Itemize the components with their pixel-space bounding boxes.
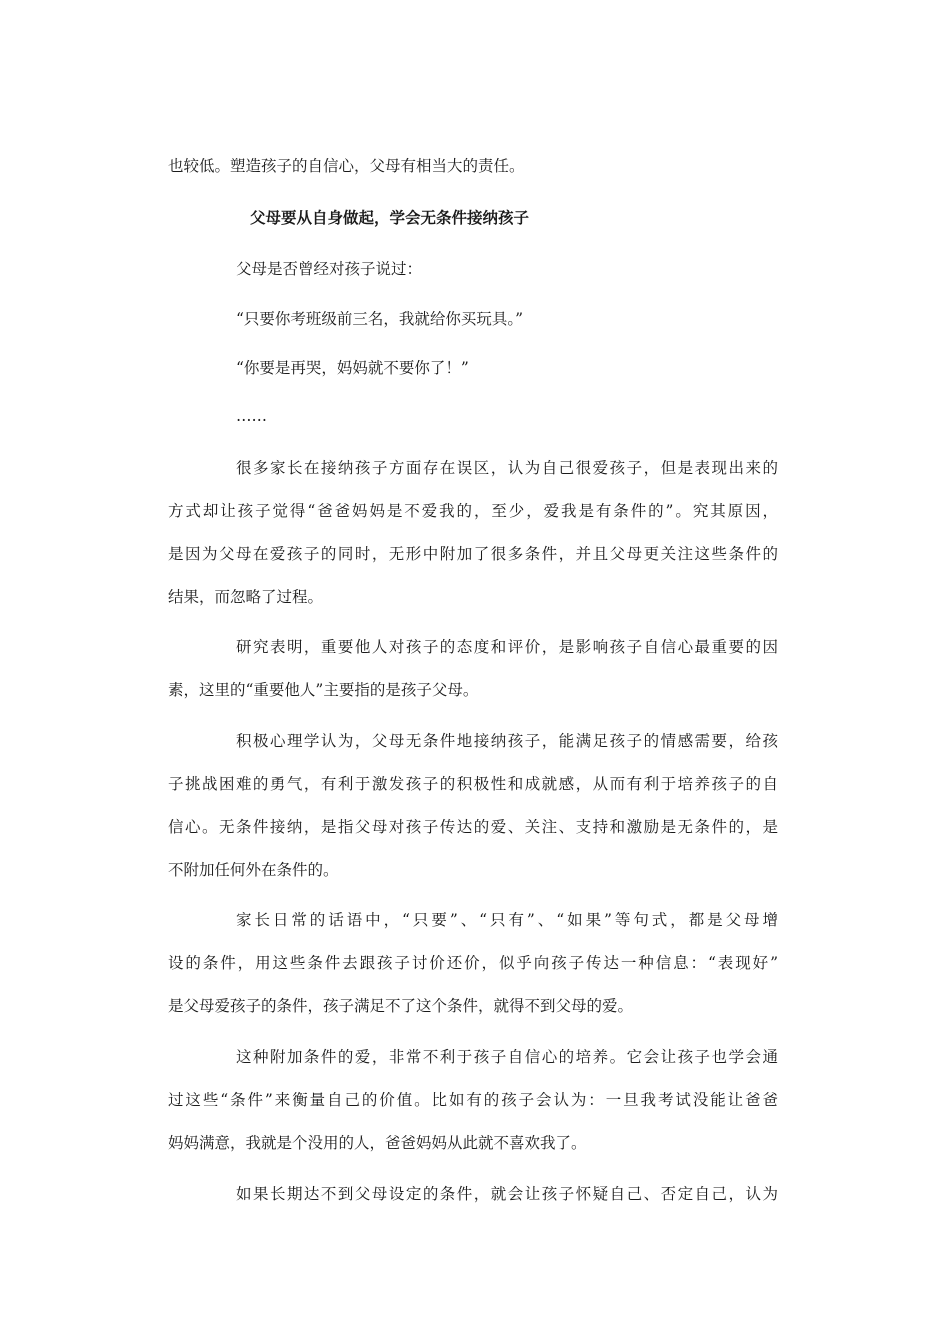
paragraph-2-line: 素，这里的“重要他人”主要指的是孩子父母。 bbox=[168, 681, 479, 699]
paragraph-6-line: 如果长期达不到父母设定的条件，就会让孩子怀疑自己、否定自己，认为 bbox=[236, 1185, 778, 1203]
paragraph-3-line: 积极心理学认为，父母无条件地接纳孩子，能满足孩子的情感需要，给孩 bbox=[236, 732, 778, 750]
paragraph-4-line: 设的条件，用这些条件去跟孩子讨价还价，似乎向孩子传达一种信息：“表现好” bbox=[168, 954, 778, 972]
paragraph-1-line: 是因为父母在爱孩子的同时，无形中附加了很多条件，并且父母更关注这些条件的 bbox=[168, 545, 778, 563]
quote-line-1: “只要你考班级前三名，我就给你买玩具。” bbox=[236, 310, 524, 328]
paragraph-3-line: 不附加任何外在条件的。 bbox=[168, 861, 339, 879]
paragraph-1-line: 方式却让孩子觉得“爸爸妈妈是不爱我的，至少，爱我是有条件的”。究其原因， bbox=[168, 502, 778, 520]
paragraph-5-line: 妈妈满意，我就是个没用的人，爸爸妈妈从此就不喜欢我了。 bbox=[168, 1134, 587, 1152]
intro-tail-line: 也较低。塑造孩子的自信心，父母有相当大的责任。 bbox=[168, 157, 525, 175]
paragraph-4-line: 家长日常的话语中，“只要”、“只有”、“如果”等句式，都是父母增 bbox=[236, 911, 778, 929]
ellipsis-line: …… bbox=[236, 407, 267, 425]
paragraph-3-line: 信心。无条件接纳，是指父母对孩子传达的爱、关注、支持和激励是无条件的，是 bbox=[168, 818, 778, 836]
paragraph-1-line: 结果，而忽略了过程。 bbox=[168, 588, 324, 606]
paragraph-2-line: 研究表明，重要他人对孩子的态度和评价，是影响孩子自信心最重要的因 bbox=[236, 638, 778, 656]
lead-line: 父母是否曾经对孩子说过： bbox=[236, 260, 423, 278]
paragraph-4-line: 是父母爱孩子的条件，孩子满足不了这个条件，就得不到父母的爱。 bbox=[168, 997, 634, 1015]
section-heading: 父母要从自身做起，学会无条件接纳孩子 bbox=[250, 208, 530, 227]
paragraph-3-line: 子挑战困难的勇气，有利于激发孩子的积极性和成就感，从而有利于培养孩子的自 bbox=[168, 775, 778, 793]
paragraph-5-line: 这种附加条件的爱，非常不利于孩子自信心的培养。它会让孩子也学会通 bbox=[236, 1048, 778, 1066]
quote-line-2: “你要是再哭，妈妈就不要你了！” bbox=[236, 359, 469, 377]
paragraph-5-line: 过这些“条件”来衡量自己的价值。比如有的孩子会认为：一旦我考试没能让爸爸 bbox=[168, 1091, 778, 1109]
paragraph-1-line: 很多家长在接纳孩子方面存在误区，认为自己很爱孩子，但是表现出来的 bbox=[236, 459, 778, 477]
